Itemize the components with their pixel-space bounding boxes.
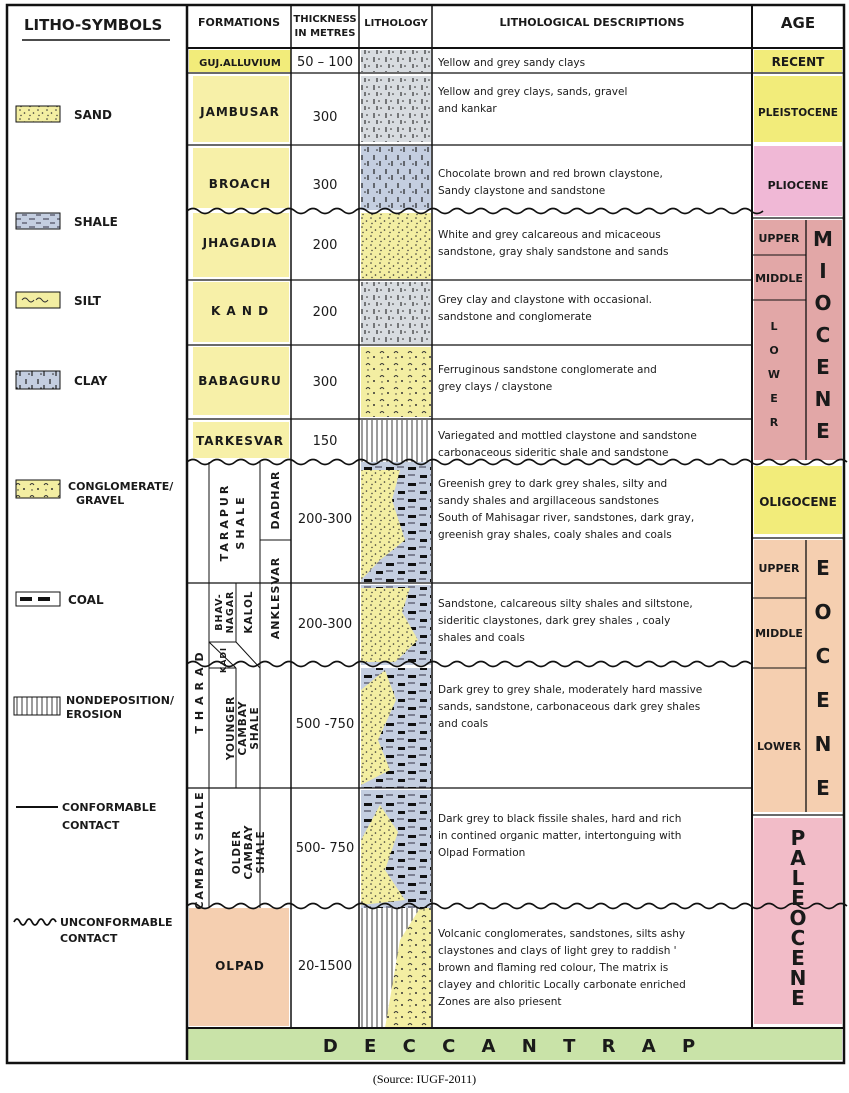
- age-letter: P: [790, 826, 806, 850]
- sand-swatch: [16, 106, 60, 122]
- description-line: Sandstone, calcareous silty shales and siltstone,: [438, 598, 693, 610]
- age-letter: E: [791, 946, 805, 970]
- age-recent: RECENT: [771, 55, 825, 69]
- age-letter: E: [816, 688, 830, 712]
- thickness-value: 500- 750: [295, 841, 355, 856]
- thickness-value: 300: [312, 178, 338, 193]
- description-line: sandy shales and argillaceous sandstones: [438, 495, 659, 507]
- legend-item-coal: [16, 592, 104, 607]
- formation-name: BROACH: [208, 177, 272, 191]
- description-line: sandstone, gray shaly sandstone and sands: [438, 246, 669, 258]
- description-line: in contined organic matter, intertonguing with: [438, 830, 682, 842]
- description-line: Yellow and grey sandy clays: [438, 57, 586, 69]
- header-age: AGE: [780, 14, 816, 32]
- description-line: Zones are also priesent: [438, 996, 562, 1008]
- description-line: sideritic claystones, dark grey shales , coaly: [438, 615, 671, 627]
- age-letter: M: [813, 227, 833, 251]
- age-eocene-fill: [754, 540, 842, 812]
- legend-label-nondeposition: NONDEPOSITION/ EROSION: [66, 694, 175, 721]
- description-line: shales and coals: [438, 632, 525, 644]
- legend-label-shale: SHALE: [74, 215, 118, 229]
- age-letter: N: [814, 732, 832, 756]
- thickness-value: 500 -750: [295, 717, 355, 732]
- description-line: Yellow and grey clays, sands, gravel: [438, 86, 628, 98]
- formation-name: DADHAR: [269, 470, 282, 530]
- thickness-value: 300: [312, 375, 338, 390]
- age-letter: O: [769, 344, 779, 357]
- lithology-column: [361, 50, 431, 1028]
- thickness-value: 20-1500: [297, 959, 353, 974]
- thickness-value: 200-300: [297, 617, 353, 632]
- legend-label-coal: COAL: [68, 593, 104, 607]
- age-letter: O: [789, 906, 807, 930]
- age-letter: L: [791, 866, 805, 890]
- deccan-trap-label: D E C C A N T R A P: [322, 1036, 706, 1057]
- age-letter: L: [770, 320, 778, 333]
- age-letter: C: [815, 644, 831, 668]
- description-line: grey clays / claystone: [438, 381, 553, 393]
- legend-title: LITHO-SYMBOLS: [24, 16, 163, 34]
- formation-name: K A N D: [210, 304, 270, 318]
- age-letter: E: [816, 556, 830, 580]
- group-label-cambay: CAMBAY SHALE: [193, 790, 206, 910]
- description-line: Grey clay and claystone with occasional.: [438, 294, 652, 306]
- legend-label-clay: CLAY: [74, 374, 108, 388]
- age-letter: E: [816, 355, 830, 379]
- age-letter: N: [814, 387, 832, 411]
- age-pliocene: PLIOCENE: [767, 179, 829, 192]
- description-line: Variegated and mottled claystone and sandstone: [438, 430, 697, 442]
- legend-item-silt: [16, 292, 102, 308]
- description-line: Volcanic conglomerates, sandstones, silts ashy: [438, 928, 686, 940]
- description-line: Greenish grey to dark grey shales, silty and: [438, 478, 668, 490]
- description-line: sandstone and conglomerate: [438, 311, 592, 323]
- description-line: Dark grey to black fissile shales, hard and rich: [438, 813, 682, 825]
- age-letter: I: [819, 259, 827, 283]
- thickness-value: 200: [312, 305, 338, 320]
- age-letter: W: [767, 368, 781, 381]
- thickness-value: 50 – 100: [296, 55, 354, 70]
- age-miocene-middle: MIDDLE: [755, 272, 803, 285]
- age-letter: R: [769, 416, 779, 429]
- description-line: brown and flaming red colour, The matrix is: [438, 962, 669, 974]
- age-letter: O: [814, 600, 832, 624]
- description-line: Chocolate brown and red brown claystone,: [438, 168, 663, 180]
- age-eocene-lower: LOWER: [756, 740, 802, 753]
- shale-swatch: [16, 213, 60, 229]
- legend-label-sand: SAND: [74, 108, 112, 122]
- description-line: South of Mahisagar river, sandstones, dark gray,: [438, 512, 695, 524]
- group-label-kalol: KALOL: [243, 590, 255, 634]
- header-formations: FORMATIONS: [197, 16, 281, 29]
- header-thickness: THICKNESS IN METRES: [293, 14, 357, 39]
- description-line: Dark grey to grey shale, moderately hard massive: [438, 684, 703, 696]
- older-cambay-label: OLDERCAMBAYSHALE: [231, 824, 267, 880]
- header-descriptions: LITHOLOGICAL DESCRIPTIONS: [499, 16, 685, 29]
- formation-name: GUJ.ALLUVIUM: [199, 58, 281, 69]
- formation-name: JHAGADIA: [202, 236, 278, 250]
- age-letter: E: [816, 419, 830, 443]
- age-letter: E: [770, 392, 778, 405]
- group-label-kadi: KADI: [219, 646, 228, 674]
- formation-name: OLPAD: [215, 959, 265, 973]
- clay-swatch: [16, 371, 60, 389]
- source-caption: (Source: IUGF-2011): [372, 1072, 477, 1086]
- thickness-value: 150: [312, 434, 338, 449]
- description-line: carbonaceous sideritic shale and sandstone: [438, 447, 669, 459]
- conglomerate-swatch: [16, 480, 60, 498]
- thickness-value: 200-300: [297, 512, 353, 527]
- age-letter: E: [816, 776, 830, 800]
- thickness-value: 200: [312, 238, 338, 253]
- age-eocene-middle: MIDDLE: [755, 627, 803, 640]
- nondeposition-swatch: [14, 697, 60, 715]
- legend-label-silt: SILT: [74, 294, 101, 308]
- description-line: and coals: [438, 718, 489, 730]
- thickness-value: 300: [312, 110, 338, 125]
- formation-name: BABAGURU: [198, 374, 282, 388]
- formation-name: ANKLESVAR: [269, 556, 282, 640]
- group-label-bhavnagar: BHAV-NAGAR: [214, 590, 236, 634]
- legend-label-conglomerate: CONGLOMERATE/ GRAVEL: [68, 480, 174, 507]
- age-letter: E: [791, 986, 805, 1010]
- description-line: greenish gray shales, coaly shales and coals: [438, 529, 672, 541]
- age-letter: C: [790, 926, 806, 950]
- younger-cambay-label: YOUNGERCAMBAYSHALE: [225, 695, 261, 761]
- header-lithology: LITHOLOGY: [364, 18, 428, 29]
- group-label-tharad: THARAD: [193, 646, 206, 734]
- description-line: claystones and clays of light grey to raddish ': [438, 945, 677, 957]
- description-line: clayey and chloritic Locally carbonate enriched: [438, 979, 686, 991]
- description-line: White and grey calcareous and micaceous: [438, 229, 661, 241]
- description-line: Ferruginous sandstone conglomerate and: [438, 364, 657, 376]
- formation-name: TARKESVAR: [196, 434, 284, 448]
- age-eocene-upper: UPPER: [758, 562, 800, 575]
- age-letter: O: [814, 291, 832, 315]
- age-letter: A: [790, 846, 806, 870]
- age-miocene-upper: UPPER: [758, 232, 800, 245]
- legend-label-conformable: CONFORMABLE CONTACT: [62, 801, 157, 832]
- legend-label-unconformable: UNCONFORMABLE CONTACT: [60, 916, 173, 945]
- age-letter: E: [791, 886, 805, 910]
- description-line: sands, sandstone, carbonaceous dark grey shales: [438, 701, 701, 713]
- age-oligocene: OLIGOCENE: [759, 495, 837, 509]
- formation-name: JAMBUSAR: [200, 105, 280, 119]
- description-line: and kankar: [438, 103, 497, 115]
- description-line: Olpad Formation: [438, 847, 526, 859]
- description-line: Sandy claystone and sandstone: [438, 185, 606, 197]
- age-letter: N: [789, 966, 807, 990]
- age-pleistocene: PLEISTOCENE: [758, 107, 838, 119]
- age-letter: C: [815, 323, 831, 347]
- group-label-tarapur: TARAPUR SHALE: [218, 482, 247, 562]
- age-paleocene: [789, 826, 806, 1010]
